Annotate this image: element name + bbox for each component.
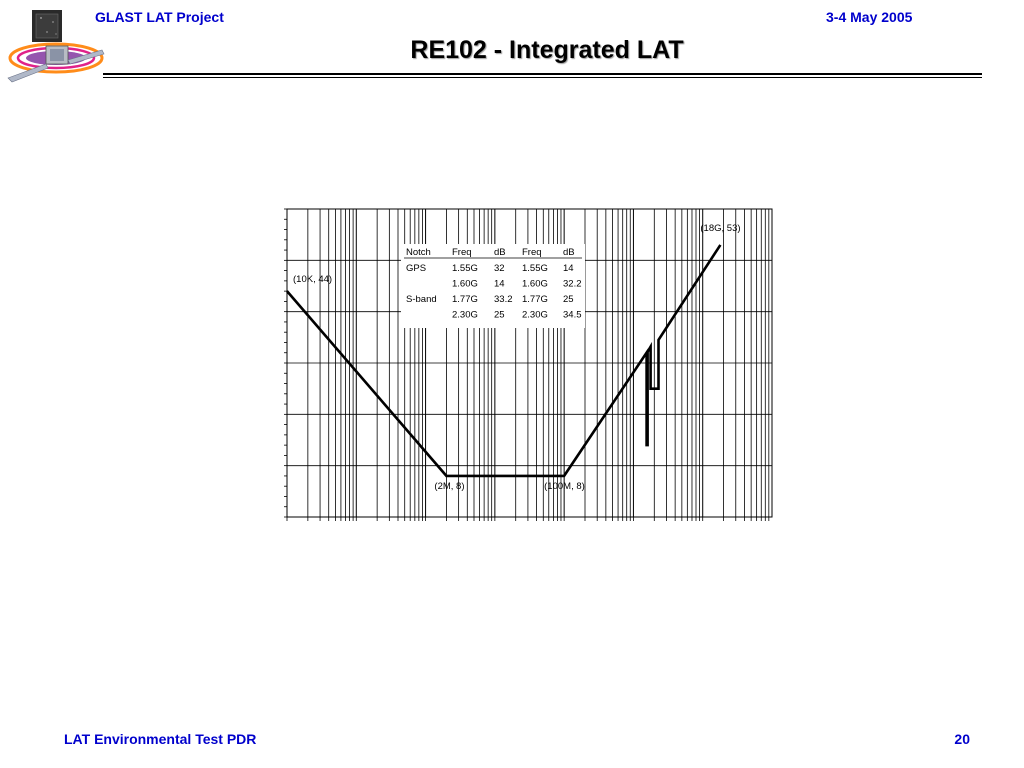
notch-table-cell: 33.2 <box>494 294 513 305</box>
slide-title: RE102 - Integrated LAT <box>410 36 684 64</box>
notch-table-cell: 25 <box>563 294 574 305</box>
notch-table-cell: 34.5 <box>563 309 582 321</box>
notch-table-cell: 2.30G <box>452 309 478 321</box>
notch-table-cell: 1.55G <box>522 263 548 274</box>
notch-table-cell: 14 <box>563 263 574 274</box>
point-label: (100M, 8) <box>544 480 585 492</box>
notch-table-cell: S-band <box>406 294 437 305</box>
notch-table-cell: 32 <box>494 263 505 274</box>
notch-table-cell: 2.30G <box>522 309 548 321</box>
notch-table-header: Freq <box>452 247 472 258</box>
notch-table-cell: 14 <box>494 278 505 290</box>
page-number: 20 <box>954 731 970 747</box>
point-label: (2M, 8) <box>434 480 465 492</box>
notch-table-cell: 32.2 <box>563 278 582 290</box>
notch-table-cell: 1.55G <box>452 263 478 274</box>
notch-table-header: Freq <box>522 247 542 258</box>
project-name: GLAST LAT Project <box>95 9 224 25</box>
notch-table-cell: 1.77G <box>522 294 548 305</box>
footer-text: LAT Environmental Test PDR <box>64 731 257 747</box>
notch-table-cell: 25 <box>494 309 505 321</box>
point-label: (10K, 44) <box>293 274 333 286</box>
notch-table-header: Notch <box>406 247 431 258</box>
notch-table-cell: GPS <box>406 263 427 274</box>
notch-table-cell: 1.77G <box>452 294 478 305</box>
notch-table-header: dB <box>563 247 575 258</box>
notch-table-header: dB <box>494 247 506 258</box>
header-date: 3-4 May 2005 <box>826 9 913 25</box>
notch-table-cell: 1.60G <box>452 278 478 290</box>
point-label: (18G, 53) <box>700 222 741 234</box>
notch-table-cell: 1.60G <box>522 278 548 290</box>
